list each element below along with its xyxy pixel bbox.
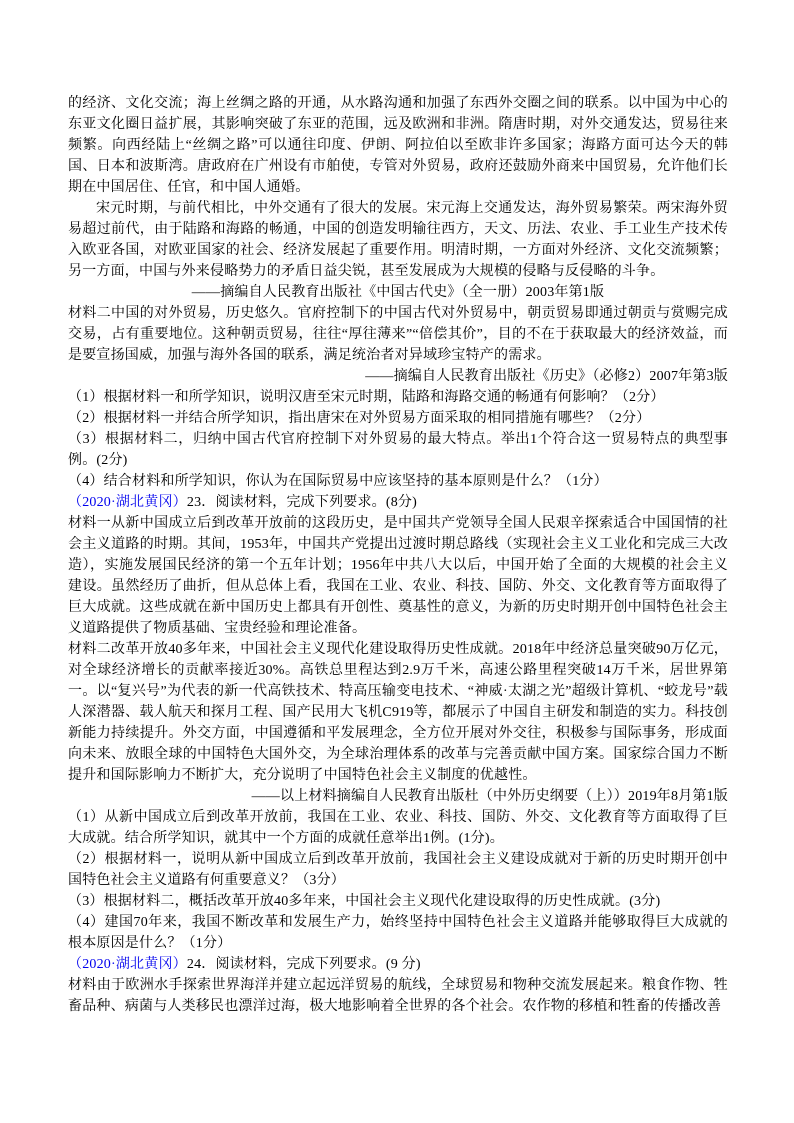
- material-paragraph: 材料二中国的对外贸易，历史悠久。官府控制下的中国古代对外贸易中，朝贡贸易即通过朝贡与赏赐完成交易，占有重要地位。这种朝贡贸易，往往“厚往薄来”“倍偿其价”，目的不在于获取最大的经济效益，而是要宣扬国威，加强与海外各国的联系，满足统治者对异域珍宝特产的需求。: [68, 306, 728, 363]
- material-paragraph: 材料由于欧洲水手探索世界海洋并建立起远洋贸易的航线，全球贸易和物种交流发展起来。粮食作物、牲畜品种、病菌与人类移民也漂洋过海，极大地影响着全世界的各个社会。农作物的移植和牲畜的传播改善: [68, 978, 728, 1014]
- source-attribution: ——摘编自人民教育出版社《历史》（必修2）2007年第3版: [365, 369, 728, 384]
- question-item: （2）根据材料一，说明从新中国成立后到改革开放前，我国社会主义建设成就对于新的历史时期开创中国特色社会主义道路有何重要意义？（3分）: [68, 852, 728, 888]
- material-paragraph: 宋元时期，与前代相比，中外交通有了很大的发展。宋元海上交通发达，海外贸易繁荣。两宋海外贸易超过前代，由于陆路和海路的畅通，中国的创造发明输往西方，天文、历法、农业、手工业生产技术传入欧亚各国，对欧亚国家的社会、经济发展起了重要作用。明清时期，一方面对外经济、文化交流频繁；另一方面，中国与外来侵略势力的矛盾日益尖锐，甚至发展成为大规模的侵略与反侵略的斗争。: [68, 201, 728, 279]
- question-item: （3）根据材料二，归纳中国古代官府控制下对外贸易的最大特点。举出1个符合这一贸易特点的典型事例。(2分): [68, 432, 728, 468]
- material-paragraph: 材料一从新中国成立后到改革开放前的这段历史，是中国共产党领导全国人民艰辛探索适合中国国情的社会主义道路的时期。其间，1953年，中国共产党提出过渡时期总路线（实现社会主义工业化和完成三大改造），实施发展国民经济的第一个五年计划；1956年中共八大以后，中国开始了全面的大规模的社会主义建设。虽然经历了曲折，但从总体上看，我国在工业、农业、科技、国防、外交、文化教育等方面取得了巨大成就。这些成就在新中国历史上都具有开创性、奠基性的意义，为新的历史时期开创中国特色社会主义道路提供了物质基础、宝贵经验和理论准备。: [68, 516, 728, 636]
- question-item: （4）建国70年来，我国不断改革和发展生产力，始终坚持中国特色社会主义道路并能够取得巨大成就的根本原因是什么？（1分）: [68, 915, 728, 951]
- source-attribution: ——摘编自人民教育出版社《中国古代史》（全一册）2003年第1版: [191, 285, 605, 300]
- exam-source-tag: （2020·湖北黄冈）: [68, 957, 187, 972]
- exam-header-text: 24．阅读材料，完成下列要求。(9 分): [186, 957, 421, 972]
- material-paragraph: 材料二改革开放40多年来，中国社会主义现代化建设取得历史性成就。2018年中经济总量突破90万亿元，对全球经济增长的贡献率接近30%。高铁总里程达到2.9万千米，高速公路里程突破14万千米，居世界第一。以“复兴号”为代表的新一代高铁技术、特高压输变电技术、“神威·太湖之光”超级计算机、“蛟龙号”载人深潜器、载人航天和探月工程、国产民用大飞机C919等，都展示了中国自主研发和制造的实力。科技创新能力持续提升。外交方面，中国遵循和平发展理念，全方位开展对外交往，积极参与国际事务，形成面向未来、放眼全球的中国特色大国外交，为全球治理体系的改革与完善贡献中国方案。国家综合国力不断提升和国际影响力不断扩大，充分说明了中国特色社会主义制度的优越性。: [68, 642, 728, 783]
- material-paragraph: 的经济、文化交流；海上丝绸之路的开通，从水路沟通和加强了东西外交圈之间的联系。以中国为中心的东亚文化圈日益扩展，其影响突破了东亚的范围，远及欧洲和非洲。隋唐时期，对外交通发达，贸易往来频繁。向西经陆上“丝绸之路”可以通往印度、伊朗、阿拉伯以至欧非许多国家；海路方面可达今天的韩国、日本和波斯湾。唐政府在广州设有市舶使，专管对外贸易，政府还鼓励外商来中国贸易，允许他们长期在中国居住、任官，和中国人通婚。: [68, 96, 728, 195]
- text-column: [68, 93, 728, 1017]
- exam-header-text: 23．阅读材料，完成下列要求。(8分): [186, 495, 417, 510]
- source-attribution: ——以上材料摘编自人民教育出版杜（中外历史纲要（上））2019年8月第1版: [251, 789, 728, 804]
- exam-source-tag: （2020·湖北黄冈）: [68, 495, 187, 510]
- question-item: （3）根据材料二，概括改革开放40多年来，中国社会主义现代化建设取得的历史性成就。(3分): [68, 894, 661, 909]
- question-item: （2）根据材料一并结合所学知识，指出唐宋在对外贸易方面采取的相同措施有哪些？（2分）: [68, 411, 651, 426]
- exam-question-header: [68, 954, 728, 975]
- question-item: （1）根据材料一和所学知识，说明汉唐至宋元时期，陆路和海路交通的畅通有何影响？（2分）: [68, 390, 665, 405]
- question-item: （1）从新中国成立后到改革开放前，我国在工业、农业、科技、国防、外交、文化教育等方面取得了巨大成就。结合所学知识，就其中一个方面的成就任意举出1例。(1分)。: [68, 810, 728, 846]
- question-item: （4）结合材料和所学知识，你认为在国际贸易中应该坚持的基本原则是什么？（1分）: [68, 474, 608, 489]
- exam-question-header: [68, 492, 728, 513]
